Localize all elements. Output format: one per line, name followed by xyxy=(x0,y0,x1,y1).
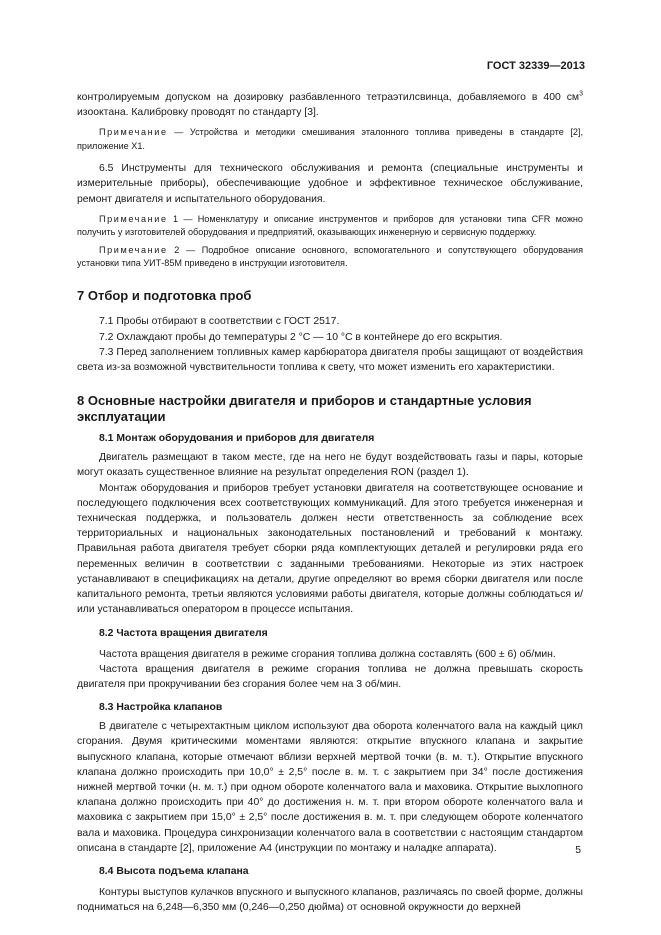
note-text: 1 — Номенклатуру и описание инструментов и приборов для установки типа CFR можно получить у изготовителей оборудования и предприятий, оказывающих инженерную и сервисную поддержку. xyxy=(77,213,583,238)
paragraph-6-5: 6.5 Инструменты для технического обслуживания и ремонта (специальные инструменты и измерительные приборы), обеспечивающие удобное и эффективное техническое обслуживание, ремонт двигателя и испытательного оборудования. xyxy=(77,163,583,205)
paragraph-8-1-a: Двигатель размещают в таком месте, где на него не будут воздействовать газы и пары, которые могут оказать существенное влияние на результат определения RON (раздел 1). xyxy=(77,452,583,479)
note-label: Примечание xyxy=(99,213,168,224)
superscript: 3 xyxy=(579,90,583,98)
paragraph-text: изооктана. Калибровку проводят по стандарту [3]. xyxy=(77,107,319,119)
note-tools-1 xyxy=(77,213,583,240)
page-content xyxy=(77,90,583,915)
paragraph-7-2: 7.2 Охлаждают пробы до температуры 2 °С — 10 °С в контейнере до его вскрытия. xyxy=(99,331,503,343)
note-text: — Устройства и методики смешивания эталонного топлива приведены в стандарте [2], приложение X1. xyxy=(77,127,583,151)
section-8-heading: 8 Основные настройки двигателя и приборов и стандартные условия эксплуатации xyxy=(77,393,532,425)
subsection-8-1-heading: 8.1 Монтаж оборудования и приборов для двигателя xyxy=(99,433,375,445)
paragraph-7-3: 7.3 Перед заполнением топливных камер карбюратора двигателя пробы защищают от воздействия света из-за возможной чувствительности топлива к свету, что может изменить его характеристики. xyxy=(77,346,583,374)
note-label: Примечание xyxy=(99,127,168,138)
note-label: Примечание xyxy=(99,244,168,255)
paragraph-8-2-a: Частота вращения двигателя в режиме сгорания топлива должна составлять (600 ± 6) об/мин. xyxy=(99,648,556,660)
paragraph-8-3: В двигателе с четырехтактным циклом используют два оборота коленчатого вала на каждый цикл сгорания. Двумя критическими моментами являются: открытие впускного клапана и закрытие выпускного клапана, которые отмечают вблизи верхней мертвой точки (в. м. т.). Открытие впускного клапана должно происходить при 10,0° ± 2,5° после в. м. т. с закрытием при 34° после достижения нижней мертвой точки (н. м. т.) при одном обороте коленчатого вала и маховика. Открытие выхлопного клапана должно происходить при 40° до достижения н. м. т. при втором обороте коленчатого вала и маховика с закрытием при 15,0° ± 2,5° после достижения в. м. т. при следующем обороте коленчатого вала и маховика. Процедура синхронизации коленчатого вала в соответствии с настоящим стандартом описана в стандарте [2], приложение А4 (инструкции по монтажу и наладке аппарата). xyxy=(77,721,583,854)
subsection-8-4-heading: 8.4 Высота подъема клапана xyxy=(99,865,249,877)
note-text: 2 — Подробное описание основного, вспомогательного и сопутствующего оборудования установки типа УИТ-85М приведено в инструкции изготовителя. xyxy=(77,244,583,269)
subsection-8-2-heading: 8.2 Частота вращения двигателя xyxy=(99,627,268,639)
document-code: ГОСТ 32339—2013 xyxy=(486,60,585,72)
note-mixing xyxy=(77,126,583,153)
section-7-heading: 7 Отбор и подготовка проб xyxy=(77,288,252,304)
paragraph-7-1: 7.1 Пробы отбирают в соответствии с ГОСТ 2517. xyxy=(99,316,340,328)
paragraph-text: контролируемым допуском на дозировку разбавленного тетраэтилсвинца, добавляемого в 400 см xyxy=(77,92,580,103)
paragraph-8-1-b: Монтаж оборудования и приборов требует установки двигателя на соответствующее основание и последующего подключения всех соответствующих коммуникаций. Для этого требуется инженерная и техническая поддержка, и пользователь должен нести ответственность за соблюдение всех территориальных и национальных законодательных постановлений и требований к монтажу. Правильная работа двигателя требует сборки ряда комплектующих деталей и регулировки ряда его переменных величин в соответствии с заданными требованиями. Некоторые из этих настроек устанавливают в спецификациях на детали, другие определяют во время сборки двигателя или после капитального ремонта, третьи являются условиями работы двигателя, которые должны соблюдаться и/или устанавливаться оператором в процессе испытания. xyxy=(77,482,583,616)
page-number: 5 xyxy=(575,845,581,856)
paragraph-8-2-b: Частота вращения двигателя в режиме сгорания топлива не должна превышать скорость двигателя при прокручивании без сгорания более чем на 3 об/мин. xyxy=(77,663,583,690)
paragraph-calibration xyxy=(77,90,583,120)
paragraph-8-4: Контуры выступов кулачков впускного и выпускного клапанов, различаясь по своей форме, должны подниматься на 6,248—6,350 мм (0,246—0,250 дюйма) от основной окружности до верхней xyxy=(77,886,583,914)
note-tools-2 xyxy=(77,244,583,271)
subsection-8-3-heading: 8.3 Настройка клапанов xyxy=(99,702,223,714)
